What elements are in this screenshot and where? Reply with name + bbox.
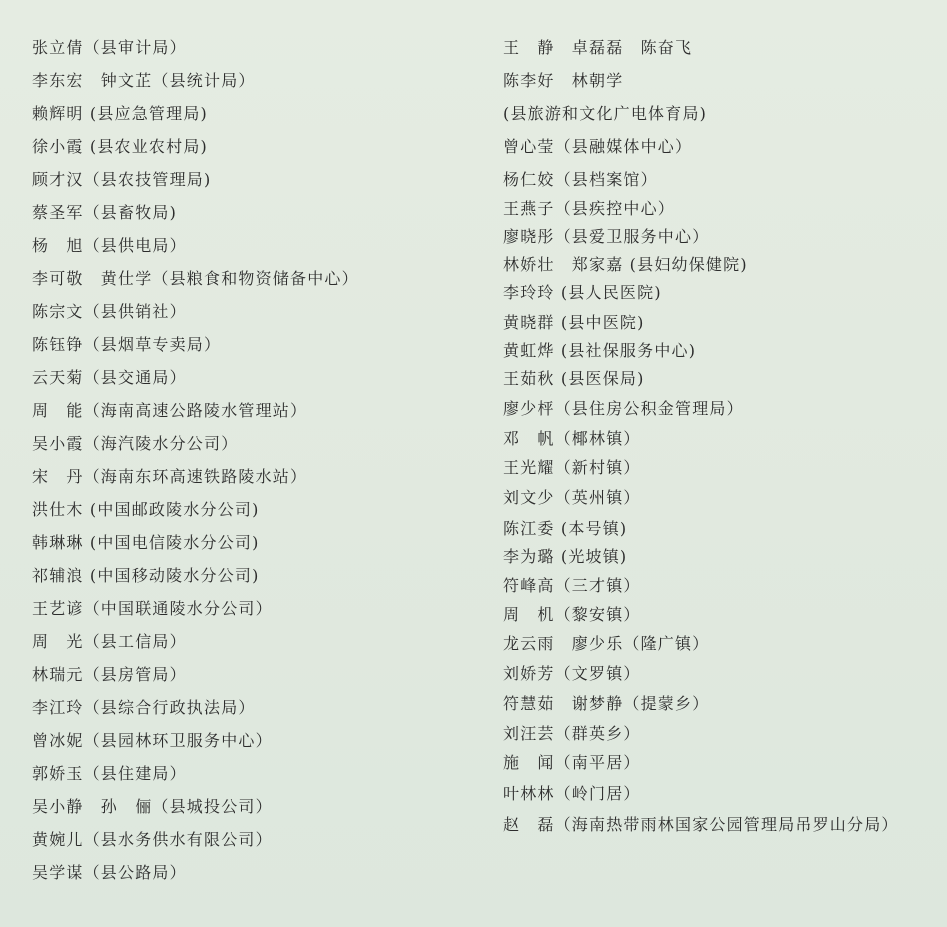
list-item: 施 闻（南平居） (503, 753, 641, 772)
list-item: 王燕子（县疾控中心） (503, 199, 676, 218)
list-item: 徐小霞 (县农业农村局) (32, 137, 208, 156)
list-item: 廖晓彤（县爱卫服务中心） (503, 227, 710, 246)
list-item: 李可敬 黄仕学（县粮食和物资储备中心） (32, 269, 359, 288)
list-item: 符峰高（三才镇） (503, 576, 641, 595)
list-item: 宋 丹（海南东环高速铁路陵水站） (32, 467, 308, 486)
list-item: 洪仕木 (中国邮政陵水分公司) (32, 500, 260, 519)
list-item: 李江玲（县综合行政执法局） (32, 698, 256, 717)
list-item: 李东宏 钟文芷（县统计局） (32, 71, 256, 90)
list-item: 王光耀（新村镇） (503, 458, 641, 477)
list-item: 叶林林（岭门居） (503, 784, 641, 803)
list-item: 刘汪芸（群英乡） (503, 724, 641, 743)
list-item: 龙云雨 廖少乐（隆广镇） (503, 634, 710, 653)
list-item: (县旅游和文化广电体育局) (503, 104, 708, 123)
list-item: 李玲玲 (县人民医院) (503, 283, 662, 302)
list-item: 王茹秋 (县医保局) (503, 369, 645, 388)
list-item: 周 光（县工信局） (32, 632, 187, 651)
list-item: 邓 帆（椰林镇） (503, 429, 641, 448)
list-item: 刘娇芳（文罗镇） (503, 664, 641, 683)
list-item: 蔡圣军（县畜牧局) (32, 203, 178, 222)
list-item: 林娇壮 郑家嘉 (县妇幼保健院) (503, 255, 748, 274)
list-item: 黄虹烨 (县社保服务中心) (503, 341, 697, 360)
list-item: 陈宗文（县供销社） (32, 302, 187, 321)
list-item: 曾冰妮（县园林环卫服务中心） (32, 731, 273, 750)
list-item: 祁辅浪 (中国移动陵水分公司) (32, 566, 260, 585)
list-item: 周 能（海南高速公路陵水管理站） (32, 401, 308, 420)
list-item: 顾才汉（县农技管理局) (32, 170, 212, 189)
list-item: 吴学谋（县公路局） (32, 863, 187, 882)
list-item: 陈李好 林朝学 (503, 71, 624, 90)
list-item: 李为璐 (光坡镇) (503, 547, 628, 566)
list-item: 陈江委 (本号镇) (503, 519, 628, 538)
list-item: 郭娇玉（县住建局） (32, 764, 187, 783)
list-item: 陈钰铮（县烟草专卖局） (32, 335, 222, 354)
list-item: 曾心莹（县融媒体中心） (503, 137, 693, 156)
list-item: 黄婉儿（县水务供水有限公司） (32, 830, 273, 849)
list-item: 韩琳琳 (中国电信陵水分公司) (32, 533, 260, 552)
list-item: 王艺谚（中国联通陵水分公司） (32, 599, 273, 618)
list-item: 王 静 卓磊磊 陈奋飞 (503, 38, 693, 57)
list-item: 杨仁姣（县档案馆） (503, 170, 658, 189)
list-item: 云天菊（县交通局） (32, 368, 187, 387)
list-item: 张立倩（县审计局） (32, 38, 187, 57)
list-item: 杨 旭（县供电局） (32, 236, 187, 255)
list-item: 黄晓群 (县中医院) (503, 313, 645, 332)
list-item: 周 机（黎安镇） (503, 605, 641, 624)
list-item: 林瑞元（县房管局） (32, 665, 187, 684)
list-item: 刘文少（英州镇） (503, 488, 641, 507)
list-item: 赵 磊（海南热带雨林国家公园管理局吊罗山分局） (503, 815, 899, 834)
list-item: 吴小静 孙 俪（县城投公司） (32, 797, 273, 816)
list-item: 赖辉明 (县应急管理局) (32, 104, 208, 123)
list-item: 吴小霞（海汽陵水分公司） (32, 434, 239, 453)
list-item: 符慧茹 谢梦静（提蒙乡） (503, 694, 710, 713)
list-item: 廖少枰（县住房公积金管理局） (503, 399, 744, 418)
